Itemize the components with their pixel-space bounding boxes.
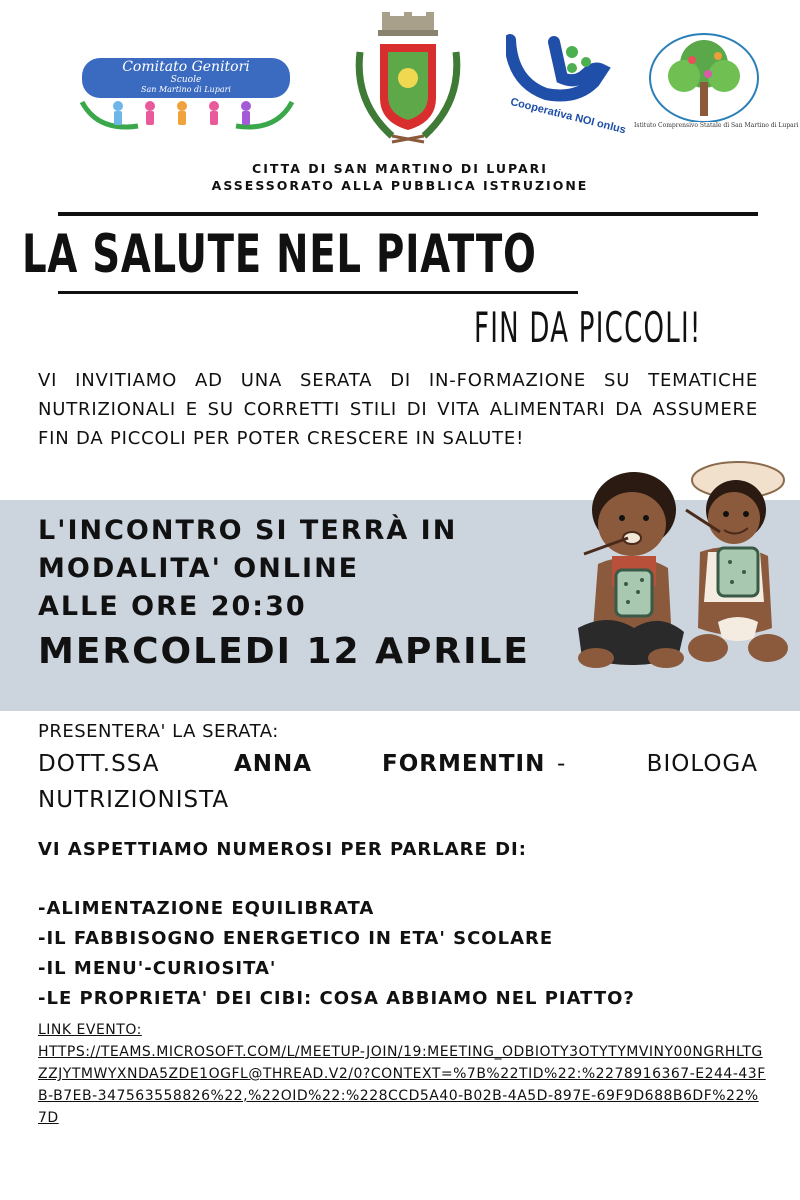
event-line-1: L'INCONTRO SI TERRÀ IN (38, 515, 458, 546)
presenter-label: PRESENTERA' LA SERATA: (38, 721, 279, 742)
topic-item: -LE PROPRIETA' DEI CIBI: COSA ABBIAMO NEL PIATTO? (38, 988, 635, 1009)
children-eating-illustration (568, 452, 800, 684)
comitato-scuole: Scuole (170, 75, 202, 85)
istituto-tree-icon (646, 30, 762, 122)
comitato-genitori-logo (78, 56, 296, 134)
cooperativa-name: Cooperativa NOI onlus (509, 96, 628, 137)
intro-paragraph: VI INVITIAMO AD UNA SERATA DI IN-FORMAZIONE SU TEMATICHE NUTRIZIONALI E SU CORRETTI STILI DI VITA ALIMENTARI DA ASSUMERE FIN DA PICCOLI PER POTER CRESCERE IN SALUTE! (38, 370, 758, 449)
top-divider (58, 212, 758, 216)
page-subtitle: FIN DA PICCOLI! (474, 303, 702, 352)
page-title: LA SALUTE NEL PIATTO (22, 224, 537, 285)
city-coat-of-arms-icon (352, 12, 464, 146)
event-link[interactable]: HTTPS://TEAMS.MICROSOFT.COM/L/MEETUP-JOIN/19:MEETING_ODBIOTY3OTYTYMVINY00NGRHLTGZZJYTMWYXNDA5ZDE1OGFL@THREAD.V2/0?CONTEXT=%7B%22TID%22:%2278916367-E244-43FB-B7EB-347563558826%22,%22OID%22:%228CCD5A40-B02B-4A5D-897E-69F9D688B6DF%22%7D (38, 1044, 766, 1126)
presenter-title: DOTT.SSA (38, 751, 160, 777)
event-line-2: MODALITA' ONLINE (38, 553, 360, 584)
comitato-name: Comitato Genitori (122, 59, 250, 75)
presenter-first-name: ANNA (234, 751, 313, 777)
presenter-role-2: NUTRIZIONISTA (38, 787, 230, 813)
children-figures-icon (78, 96, 296, 134)
presenter-last-name: FORMENTIN (382, 751, 546, 777)
presenter-role-1: BIOLOGA (646, 751, 758, 777)
event-link-label: LINK EVENTO: (38, 1022, 142, 1038)
event-date: MERCOLEDI 12 APRILE (38, 631, 531, 672)
topics-list (38, 894, 635, 1014)
comitato-banner (82, 58, 290, 98)
city-name: CITTA DI SAN MARTINO DI LUPARI (252, 161, 548, 176)
office-name: ASSESSORATO ALLA PUBBLICA ISTRUZIONE (211, 178, 589, 193)
event-details (38, 512, 598, 678)
title-underline (58, 291, 578, 294)
istituto-name: Istituto Comprensivo Statale di San Martino di Lupari (634, 122, 799, 129)
topic-item: -IL MENU'-CURIOSITA' (38, 958, 277, 979)
topic-item: -ALIMENTAZIONE EQUILIBRATA (38, 898, 375, 919)
invite-heading: VI ASPETTIAMO NUMEROSI PER PARLARE DI: (38, 839, 527, 860)
comitato-town: San Martino di Lupari (141, 85, 231, 94)
presenter-line (38, 748, 758, 780)
topic-item: -IL FABBISOGNO ENERGETICO IN ETA' SCOLARE (38, 928, 554, 949)
cooperativa-noi-hand-icon (506, 32, 616, 102)
presenter-dash: - (557, 751, 567, 777)
event-time: ALLE ORE 20:30 (38, 591, 307, 622)
